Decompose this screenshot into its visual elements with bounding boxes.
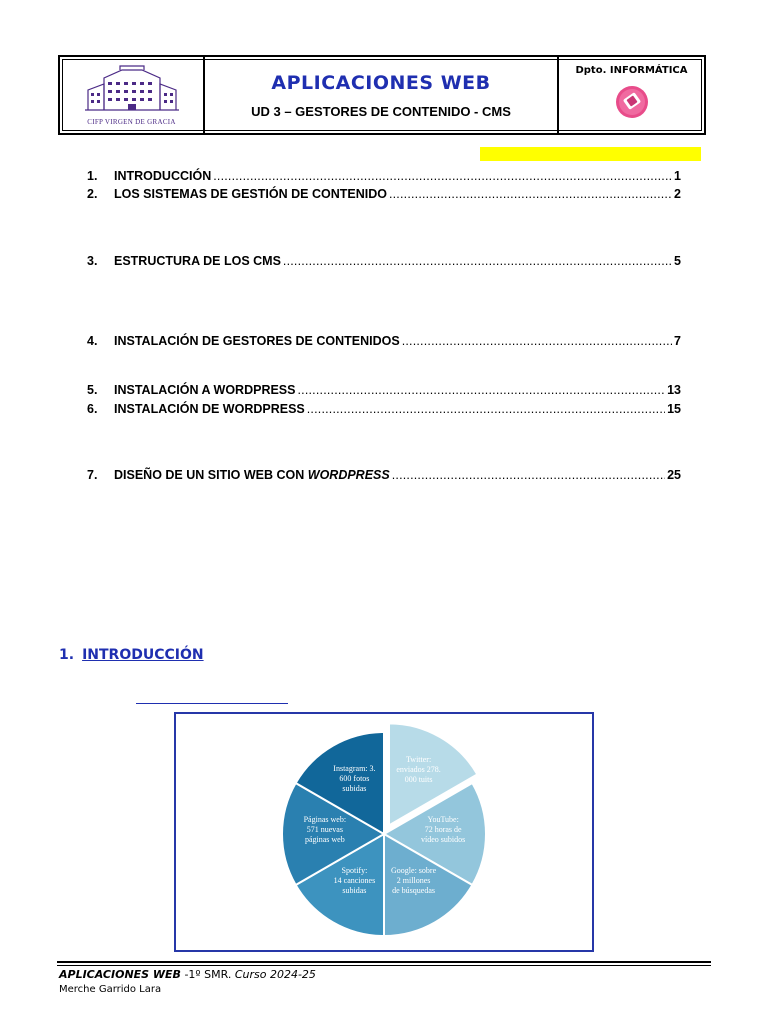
toc-entry[interactable]	[87, 402, 681, 420]
toc-page: 5	[674, 254, 681, 268]
toc-entry[interactable]	[87, 187, 681, 205]
footer-course-bold: APLICACIONES WEB	[59, 968, 181, 981]
pie-slice-label: YouTube: 72 horas de vídeo subidos	[421, 815, 466, 844]
toc-entry[interactable]	[87, 383, 681, 401]
figure-frame	[174, 712, 594, 952]
toc-page: 7	[674, 334, 681, 348]
toc-page: 25	[667, 468, 681, 482]
school-name: CIFP VIRGEN DE GRACIA	[87, 118, 176, 126]
department-label: Dpto. INFORMÁTICA	[575, 65, 688, 76]
toc-title: INSTALACIÓN A WORDPRESS	[114, 383, 296, 397]
toc-page: 2	[674, 187, 681, 201]
toc-entry[interactable]	[87, 254, 681, 272]
footer-rule	[57, 961, 711, 966]
toc-title-italic: WORDPRESS	[307, 468, 390, 482]
toc-entry[interactable]	[87, 468, 681, 486]
section-heading	[59, 647, 204, 663]
toc-leader	[389, 187, 672, 201]
toc-leader	[402, 334, 672, 348]
footer-author: Merche Garrido Lara	[59, 984, 162, 995]
toc-leader	[297, 383, 665, 397]
pie-slice-label: Instagram: 3. 600 fotos subidas	[333, 763, 376, 793]
section-title: INTRODUCCIÓN	[82, 647, 204, 663]
pie-slice-label: Spotify: 14 canciones subidas	[333, 866, 376, 896]
underline-rule	[136, 703, 288, 704]
toc-leader	[392, 468, 665, 482]
toc-number: 2.	[87, 187, 98, 201]
toc-title: INSTALACIÓN DE WORDPRESS	[114, 402, 305, 416]
usb-drive-icon	[612, 84, 652, 120]
document-header	[58, 55, 706, 135]
title-cell	[205, 57, 559, 133]
department-cell	[559, 57, 704, 133]
section-number: 1.	[59, 647, 75, 663]
toc-leader	[283, 254, 672, 268]
toc-page: 13	[667, 383, 681, 397]
toc-entry[interactable]	[87, 169, 681, 187]
toc-number: 6.	[87, 402, 98, 416]
toc-number: 3.	[87, 254, 98, 268]
pie-chart	[176, 714, 592, 950]
unit-title: UD 3 – GESTORES DE CONTENIDO - CMS	[251, 103, 511, 119]
toc-title: INSTALACIÓN DE GESTORES DE CONTENIDOS	[114, 334, 400, 348]
toc-leader	[213, 169, 672, 183]
school-building-icon	[82, 64, 182, 116]
pie-slice-label: Google: sobre 2 millones de búsquedas	[391, 866, 437, 896]
toc-page: 15	[667, 402, 681, 416]
toc-number: 1.	[87, 169, 98, 183]
toc-title	[114, 468, 390, 482]
toc-leader	[307, 402, 665, 416]
footer-course-italic: Curso 2024-25	[234, 968, 316, 981]
document-title: APLICACIONES WEB	[271, 71, 491, 94]
footer-course	[59, 968, 316, 981]
footer-course-rest: -1º SMR.	[180, 968, 235, 981]
toc-title: LOS SISTEMAS DE GESTIÓN DE CONTENIDO	[114, 187, 387, 201]
pie-slice-label: Páginas web: 571 nuevas páginas web	[303, 815, 347, 844]
toc-number: 5.	[87, 383, 98, 397]
school-logo-cell	[60, 57, 205, 133]
toc-entry[interactable]	[87, 334, 681, 352]
pie-slice-label: Twitter: enviados 278. 000 tuits	[396, 755, 441, 785]
toc-number: 4.	[87, 334, 98, 348]
toc-title: INTRODUCCIÓN	[114, 169, 212, 183]
highlight-bar	[480, 147, 701, 161]
toc-title: ESTRUCTURA DE LOS CMS	[114, 254, 281, 268]
toc-title-part: DISEÑO DE UN SITIO WEB CON	[114, 468, 308, 482]
toc-number: 7.	[87, 468, 98, 482]
toc-page: 1	[674, 169, 681, 183]
